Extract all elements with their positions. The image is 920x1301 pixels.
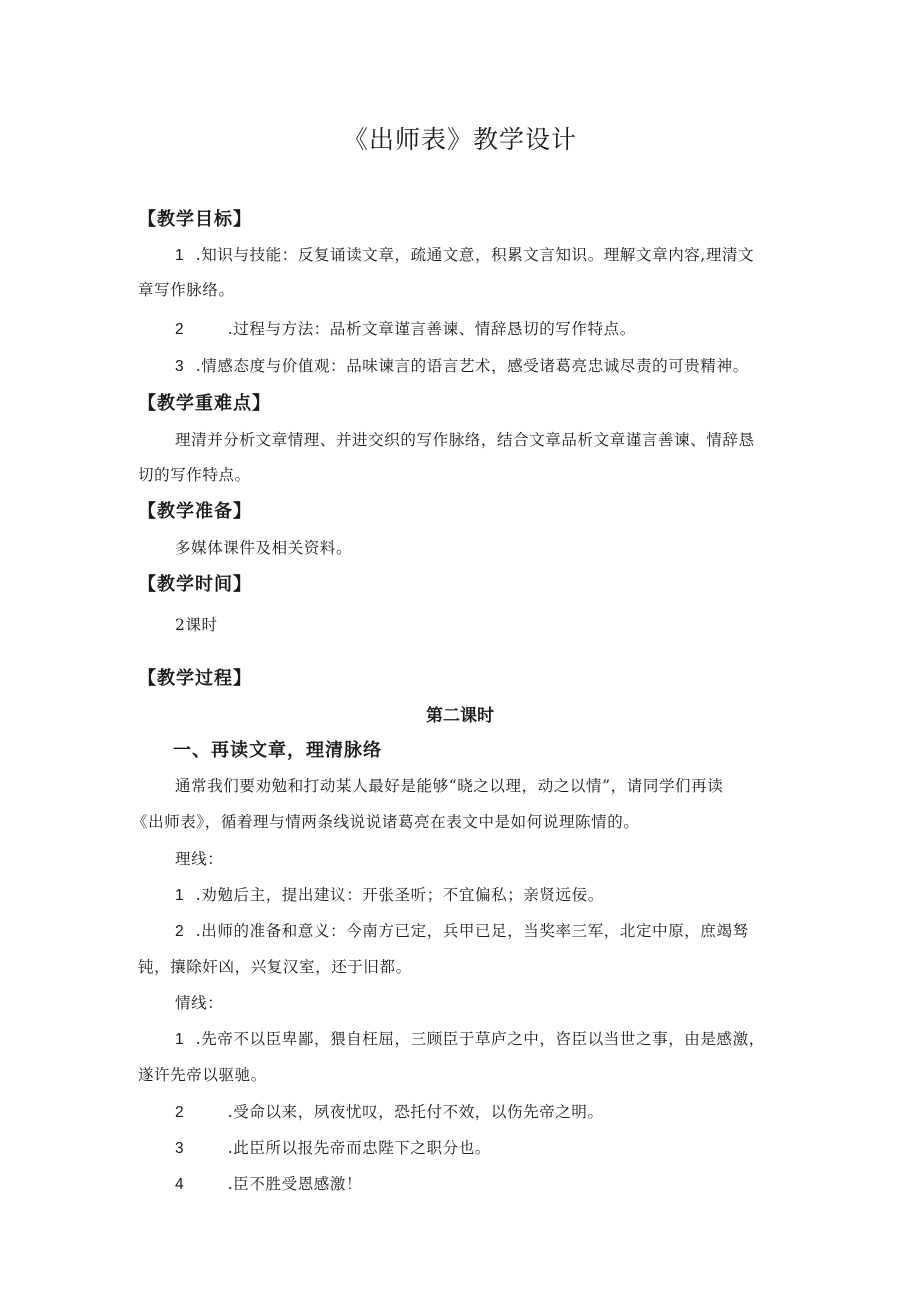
goal-item-1-continued: 章写作脉络。 xyxy=(138,281,235,299)
intro-line-2: 《出师表》，循着理与情两条线说说诸葛亮在表文中是如何说理陈情的。 xyxy=(132,813,640,831)
list-number: 2 xyxy=(175,923,185,940)
time-text: 2课时 xyxy=(175,616,218,634)
heading-focus: 【教学重难点】 xyxy=(138,393,271,414)
intro-line-1: 通常我们要劝勉和打动某人最好是能够“晓之以理，动之以情”，请同学们再读 xyxy=(175,777,724,795)
list-number: 3 xyxy=(175,1140,185,1157)
list-text: .劝勉后主，提出建议：开张圣听；不宜偏私；亲贤远佞。 xyxy=(195,886,604,904)
heading-goals: 【教学目标】 xyxy=(138,209,252,230)
lesson-title: 第二课时 xyxy=(426,706,494,726)
list-text: .过程与方法：品析文章谨言善谏、情辞恳切的写作特点。 xyxy=(227,320,636,338)
goal-item-1 xyxy=(175,243,754,265)
emotion-item-3 xyxy=(175,1136,491,1158)
emotion-item-2 xyxy=(175,1100,604,1122)
document-title: 《出师表》教学设计 xyxy=(342,125,577,154)
list-text: .先帝不以臣卑鄙，猥自枉屈，三顾臣于草庐之中，咨臣以当世之事，由是感激， xyxy=(195,1030,765,1048)
list-number: 1 xyxy=(175,247,185,264)
list-text: .臣不胜受恩感激！ xyxy=(227,1175,363,1193)
reason-label: 理线： xyxy=(175,850,224,868)
list-number: 1 xyxy=(175,1031,185,1048)
reason-item-2-continued: 钝，攘除奸凶，兴复汉室，还于旧都。 xyxy=(138,958,412,976)
subheading-reread: 一、再读文章，理清脉络 xyxy=(173,740,382,761)
emotion-label: 情线： xyxy=(175,994,224,1012)
emotion-item-1-continued: 遂许先帝以驱驰。 xyxy=(138,1066,267,1084)
focus-line-1: 理清并分析文章情理、并进交织的写作脉络，结合文章品析文章谨言善谏、情辞恳 xyxy=(175,431,755,449)
prep-text: 多媒体课件及相关资料。 xyxy=(175,539,353,557)
list-text: .出师的准备和意义：今南方已定，兵甲已足，当奖率三军，北定中原，庶竭驽 xyxy=(195,922,749,940)
list-number: 1 xyxy=(175,887,185,904)
list-text: .受命以来，夙夜忧叹，恐托付不效，以伤先帝之明。 xyxy=(227,1103,604,1121)
list-text: .此臣所以报先帝而忠陛下之职分也。 xyxy=(227,1139,491,1157)
list-number: 2 xyxy=(175,321,185,338)
reason-item-2 xyxy=(175,919,749,941)
heading-prep: 【教学准备】 xyxy=(138,501,252,522)
goal-item-3 xyxy=(175,354,749,376)
list-text: .知识与技能：反复诵读文章，疏通文意，积累文言知识。理解文章内容,理清文 xyxy=(195,246,755,264)
list-number: 3 xyxy=(175,358,185,375)
list-text: .情感态度与价值观：品味谏言的语言艺术，感受诸葛亮忠诚尽责的可贵精神。 xyxy=(195,357,749,375)
emotion-item-1 xyxy=(175,1027,765,1049)
heading-time: 【教学时间】 xyxy=(138,574,252,595)
focus-line-2: 切的写作特点。 xyxy=(138,466,251,484)
heading-process: 【教学过程】 xyxy=(138,668,252,689)
reason-item-1 xyxy=(175,883,604,905)
goal-item-2 xyxy=(175,317,636,339)
list-number: 4 xyxy=(175,1176,185,1193)
list-number: 2 xyxy=(175,1104,185,1121)
emotion-item-4 xyxy=(175,1172,362,1194)
